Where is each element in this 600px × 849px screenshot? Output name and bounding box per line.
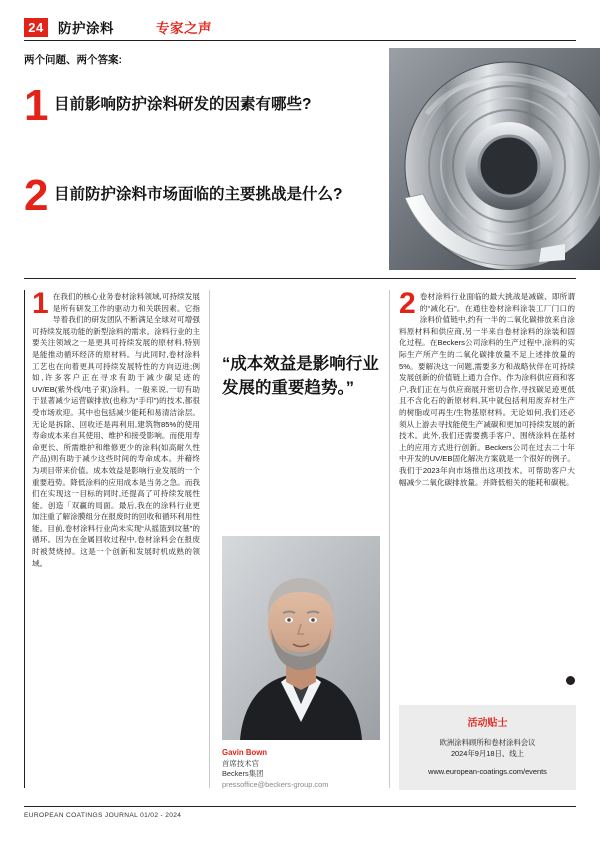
question-2 [24,171,374,220]
section-divider [24,278,576,279]
event-box-title: 活动贴士 [467,718,508,729]
event-name: 欧洲涂料顾所和卷材涂料会议 [439,738,536,747]
answer-2-dropcap: 2 [399,287,416,320]
event-tip-box [399,705,576,790]
header-divider [24,40,576,41]
question-2-numeral: 2 [24,171,49,220]
portrait-image [222,536,380,740]
end-mark-icon [566,676,575,685]
question-2-text: 目前防护涂料市场面临的主要挑战是什么? [54,186,343,203]
page-header [24,16,576,38]
answer-2-text: 卷材涂料行业面临的最大挑战是减碳、即所谓的“减化石”。在通往卷材涂料涂装工厂门口的涂料价值链中,约有一半的二氧化碳排放来自涂料原材料和供应商,另一半来自卷材涂料的涂装和固化过程。在Beckers公司涂料的生产过程中,涂料的实际生产所产生的二氧化碳排放量不足上述排放量的5%。要解决这一问题,需要多方和战略伙伴在可持续发展创新的价值链上通力合作。作为涂料供应商和客户,我们正在与供应商展开密切合作,寻找碳足迹更低且不含化石的新原材料,其中就包括利用废弃材生产的树脂或可再生/生物基原材料。无论如何,我们还必须从上游去寻找能使生产减碳和更加可持续发展的新技术。此外,我们还需要携手客户、围绕涂料在基材上的应用方式进行创新。Beckers公司在过去二十年中开发的UV/EB固化解决方案就是一个很好的例子。我们于2023年向市场推出这项技术。可帮助客户大幅减少二氧化碳排放量。并降低相关的能耗和碳税。 [399,292,575,487]
footer-divider [24,806,576,807]
footer-text: EUROPEAN COATINGS JOURNAL 01/02 - 2024 [24,812,182,819]
question-1 [24,81,374,130]
event-date: 2024年9月18日、线上 [450,749,525,758]
event-url[interactable]: www.european-coatings.com/events [428,767,547,776]
answer-1-column [32,287,200,569]
pull-quote: “成本效益是影响行业发展的重要趋势。” [222,355,379,397]
byline [222,748,382,790]
answer-2-column [399,287,575,488]
byline-company: Beckers集团 [222,769,264,779]
byline-email[interactable]: pressoffice@beckers-group.com [222,779,329,789]
answer-1-text: 在我们的核心业务卷材涂料领域,可持续发展是所有研发工作的驱动力和关联因素。它指导着我们的研发团队不断满足全球对可增强可持续发展功能的新型涂料的需求。涂料行业的主要关注领域之一是更具可持续发展的原材料,特别是能推动循环经济的原材料。与此同时,卷材涂料工艺也在向着更具可持续发展特性的方向迈进;例如,许多客户正在寻求有助于减少碳足迹的UV/EB(紫外线/电子束)涂料。一般来说,一切有助于显著减少运营碳排放(也称为“手印”)的技术,都很受市场欢迎。其中也包括减少能耗和易清洁涂层。无论是拆除、回收还是再利用,建筑物85%的使用寿命成本来自其使用、维护和接受影响。而使用寿命更长、所需维护和维修更少的涂料(如高耐久性产品)则有助于减少这些时间的寿命成本。并藉终为项目带来价值。成本效益是影响行业发展的一个重要趋势。降低涂料的应用成本是当务之急。而我们在实现这一目标的同时,还提高了可持续发展性能。创造「双赢的局面。最后,我在的涂料行业更加注重了解涂膜组分在报废时的回收和循环利用性能。目前,卷材涂料行业尚未实现“从摇篮到坟墓”的循环。因为在金属回收过程中,卷材涂料会在报废时被焚烧掉。这是一个创新和发展时机成熟的领域。 [32,292,200,568]
page-number: 24 [24,18,48,37]
steel-coil-image [389,48,600,270]
byline-title: 首席技术官 [222,758,259,768]
intro-kicker: 两个问题、两个答案: [24,54,122,66]
byline-name: Gavin Bown [222,748,268,757]
header-section: 专家之声 [156,21,212,36]
answer-1-dropcap: 1 [32,287,49,320]
column-rule-mid [209,290,210,788]
column-rule-left [24,290,25,788]
question-1-numeral: 1 [24,81,49,130]
column-rule-right [389,290,390,788]
header-category: 防护涂料 [58,21,114,36]
question-1-text: 目前影响防护涂料研发的因素有哪些? [54,96,312,113]
